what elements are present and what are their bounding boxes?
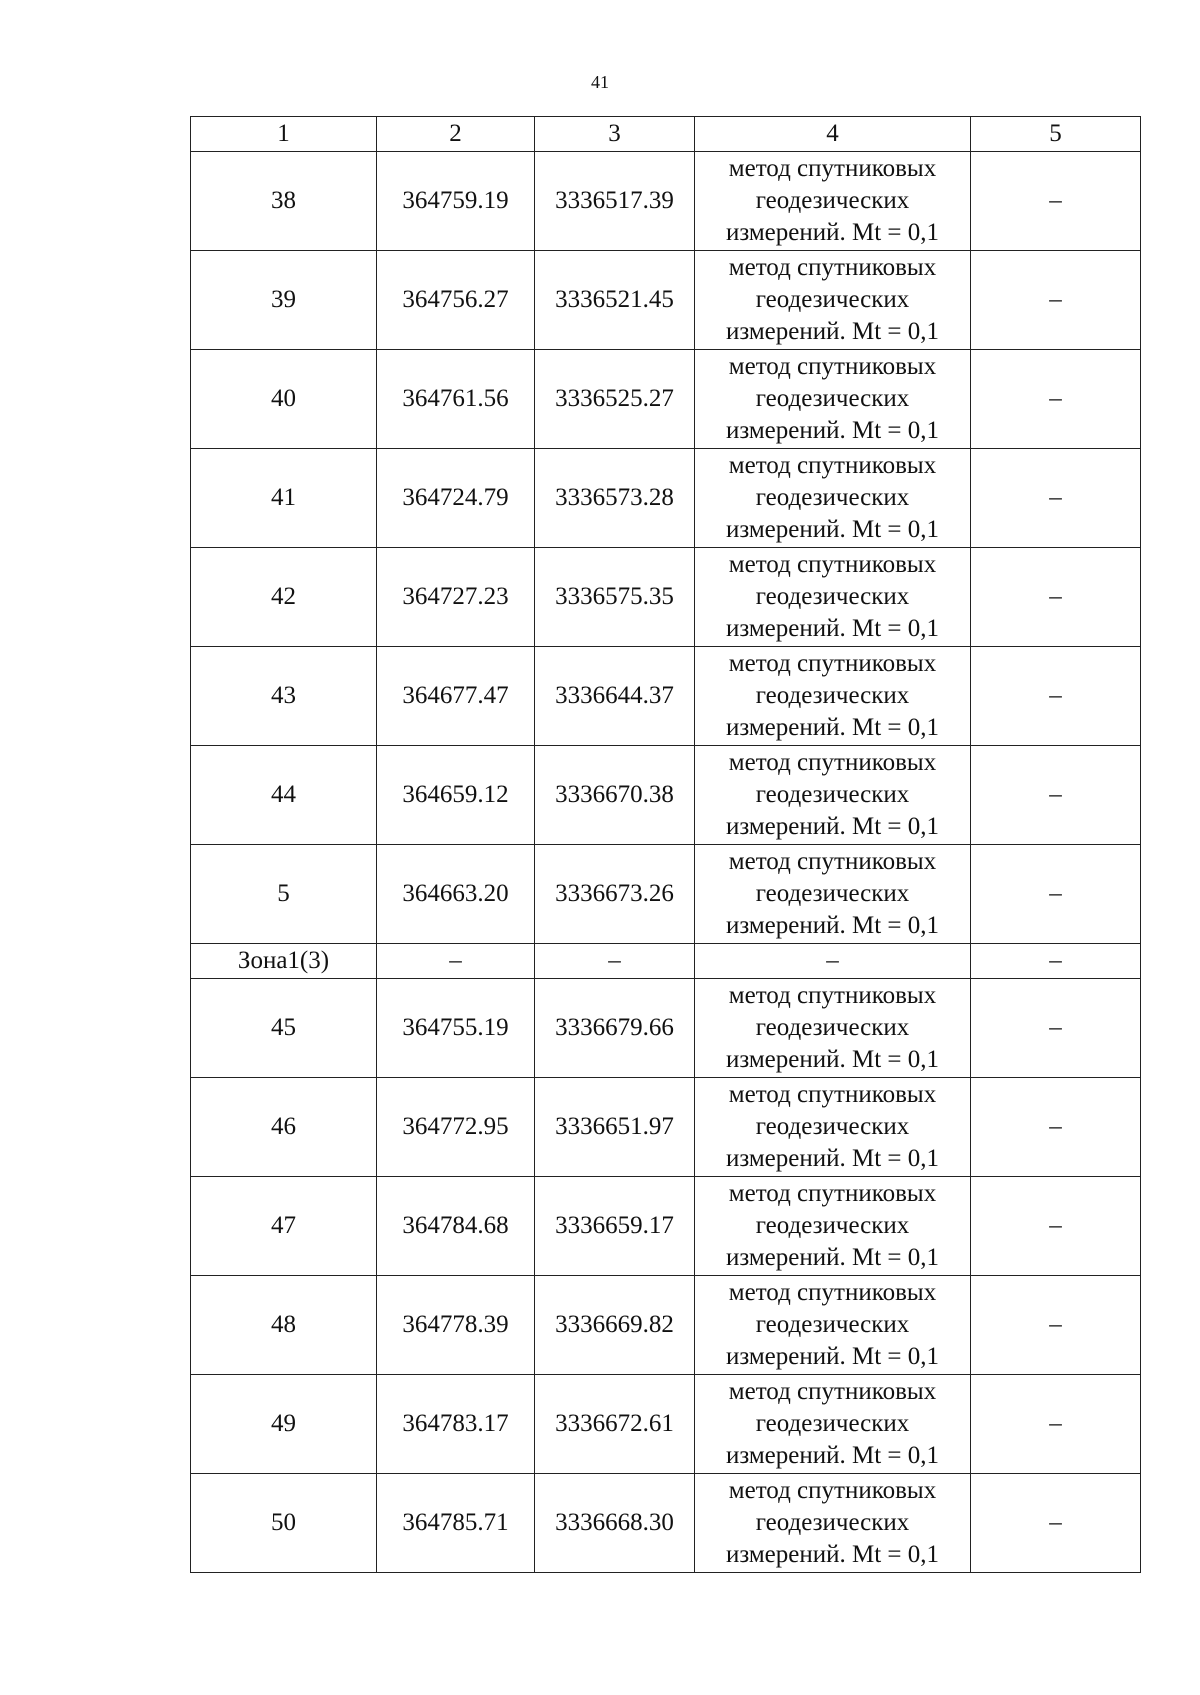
method-text-line: измерений. Mt = 0,1 [725, 1343, 940, 1370]
y-coordinate-cell: 3336644.37 [535, 647, 695, 746]
method-text-line: метод спутниковых [728, 254, 937, 281]
note-cell: – [971, 1375, 1141, 1474]
y-coordinate-cell: 3336668.30 [535, 1474, 695, 1573]
y-coordinate-cell: 3336575.35 [535, 548, 695, 647]
zone-cell: – [535, 944, 695, 979]
method-text-line: метод спутниковых [728, 1081, 937, 1108]
table-row [191, 1177, 1141, 1276]
coordinates-table [190, 116, 1141, 1573]
method-text-line: метод спутниковых [728, 155, 937, 182]
point-number-cell: 50 [191, 1474, 377, 1573]
point-number-cell: 48 [191, 1276, 377, 1375]
method-text-line: метод спутниковых [728, 1378, 937, 1405]
table-row [191, 1276, 1141, 1375]
table-row [191, 548, 1141, 647]
method-text-line: метод спутниковых [728, 1279, 937, 1306]
method-text-line: геодезических [755, 1113, 910, 1140]
table-row [191, 449, 1141, 548]
note-cell: – [971, 152, 1141, 251]
method-text-line: измерений. Mt = 0,1 [725, 1145, 940, 1172]
y-coordinate-cell: 3336651.97 [535, 1078, 695, 1177]
x-coordinate-cell: 364659.12 [377, 746, 535, 845]
y-coordinate-cell: 3336669.82 [535, 1276, 695, 1375]
method-text-line: метод спутниковых [728, 1477, 937, 1504]
method-cell [695, 1177, 971, 1276]
method-text-line: геодезических [755, 583, 910, 610]
table-row [191, 251, 1141, 350]
method-text-line: измерений. Mt = 0,1 [725, 1541, 940, 1568]
y-coordinate-cell: 3336517.39 [535, 152, 695, 251]
note-cell: – [971, 350, 1141, 449]
method-text-line: геодезических [755, 1311, 910, 1338]
zone-row [191, 944, 1141, 979]
method-text-line: геодезических [755, 286, 910, 313]
y-coordinate-cell: 3336525.27 [535, 350, 695, 449]
method-cell [695, 746, 971, 845]
point-number-cell: 46 [191, 1078, 377, 1177]
method-text-line: геодезических [755, 682, 910, 709]
x-coordinate-cell: 364759.19 [377, 152, 535, 251]
y-coordinate-cell: 3336670.38 [535, 746, 695, 845]
table-header-row [191, 117, 1141, 152]
method-text-line: геодезических [755, 1014, 910, 1041]
method-text-line: геодезических [755, 1410, 910, 1437]
point-number-cell: 49 [191, 1375, 377, 1474]
table-row [191, 1474, 1141, 1573]
method-text-line: геодезических [755, 1509, 910, 1536]
table-row [191, 152, 1141, 251]
method-text-line: измерений. Mt = 0,1 [725, 1046, 940, 1073]
x-coordinate-cell: 364663.20 [377, 845, 535, 944]
y-coordinate-cell: 3336521.45 [535, 251, 695, 350]
x-coordinate-cell: 364783.17 [377, 1375, 535, 1474]
method-cell [695, 152, 971, 251]
method-text-line: измерений. Mt = 0,1 [725, 417, 940, 444]
method-text-line: измерений. Mt = 0,1 [725, 813, 940, 840]
method-text-line: метод спутниковых [728, 452, 937, 479]
column-header-2: 2 [377, 117, 535, 152]
table-row [191, 647, 1141, 746]
y-coordinate-cell: 3336679.66 [535, 979, 695, 1078]
method-text-line: геодезических [755, 781, 910, 808]
point-number-cell: 40 [191, 350, 377, 449]
x-coordinate-cell: 364755.19 [377, 979, 535, 1078]
method-cell [695, 350, 971, 449]
method-cell [695, 449, 971, 548]
method-text-line: измерений. Mt = 0,1 [725, 516, 940, 543]
x-coordinate-cell: 364677.47 [377, 647, 535, 746]
y-coordinate-cell: 3336573.28 [535, 449, 695, 548]
method-text-line: метод спутниковых [728, 749, 937, 776]
method-text-line: геодезических [755, 880, 910, 907]
x-coordinate-cell: 364761.56 [377, 350, 535, 449]
y-coordinate-cell: 3336672.61 [535, 1375, 695, 1474]
note-cell: – [971, 449, 1141, 548]
method-cell [695, 1375, 971, 1474]
method-text-line: метод спутниковых [728, 650, 937, 677]
table-row [191, 979, 1141, 1078]
method-text-line: метод спутниковых [728, 848, 937, 875]
point-number-cell: 43 [191, 647, 377, 746]
zone-cell: – [377, 944, 535, 979]
x-coordinate-cell: 364784.68 [377, 1177, 535, 1276]
table-row [191, 1375, 1141, 1474]
column-header-5: 5 [971, 117, 1141, 152]
method-cell [695, 1474, 971, 1573]
column-header-4: 4 [695, 117, 971, 152]
y-coordinate-cell: 3336673.26 [535, 845, 695, 944]
note-cell: – [971, 1078, 1141, 1177]
y-coordinate-cell: 3336659.17 [535, 1177, 695, 1276]
method-text-line: измерений. Mt = 0,1 [725, 318, 940, 345]
x-coordinate-cell: 364778.39 [377, 1276, 535, 1375]
x-coordinate-cell: 364785.71 [377, 1474, 535, 1573]
method-text-line: измерений. Mt = 0,1 [725, 219, 940, 246]
method-text-line: измерений. Mt = 0,1 [725, 912, 940, 939]
table-row [191, 1078, 1141, 1177]
note-cell: – [971, 845, 1141, 944]
note-cell: – [971, 1474, 1141, 1573]
method-text-line: геодезических [755, 1212, 910, 1239]
point-number-cell: 42 [191, 548, 377, 647]
point-number-cell: 39 [191, 251, 377, 350]
method-text-line: измерений. Mt = 0,1 [725, 1244, 940, 1271]
note-cell: – [971, 1276, 1141, 1375]
x-coordinate-cell: 364724.79 [377, 449, 535, 548]
table-row [191, 845, 1141, 944]
method-cell [695, 845, 971, 944]
note-cell: – [971, 1177, 1141, 1276]
point-number-cell: 45 [191, 979, 377, 1078]
point-number-cell: 47 [191, 1177, 377, 1276]
page-number: 41 [591, 72, 609, 92]
note-cell: – [971, 251, 1141, 350]
table-row [191, 350, 1141, 449]
method-text-line: геодезических [755, 385, 910, 412]
method-text-line: геодезических [755, 484, 910, 511]
method-cell [695, 251, 971, 350]
note-cell: – [971, 746, 1141, 845]
note-cell: – [971, 979, 1141, 1078]
note-cell: – [971, 647, 1141, 746]
x-coordinate-cell: 364756.27 [377, 251, 535, 350]
zone-cell: – [971, 944, 1141, 979]
note-cell: – [971, 548, 1141, 647]
method-text-line: метод спутниковых [728, 1180, 937, 1207]
point-number-cell: 5 [191, 845, 377, 944]
table-body [191, 117, 1141, 1573]
point-number-cell: 41 [191, 449, 377, 548]
method-text-line: измерений. Mt = 0,1 [725, 1442, 940, 1469]
zone-cell: Зона1(3) [191, 944, 377, 979]
method-cell [695, 1276, 971, 1375]
table-row [191, 746, 1141, 845]
x-coordinate-cell: 364727.23 [377, 548, 535, 647]
point-number-cell: 44 [191, 746, 377, 845]
column-header-3: 3 [535, 117, 695, 152]
method-text-line: измерений. Mt = 0,1 [725, 615, 940, 642]
method-text-line: метод спутниковых [728, 982, 937, 1009]
method-cell [695, 979, 971, 1078]
column-header-1: 1 [191, 117, 377, 152]
method-text-line: метод спутниковых [728, 353, 937, 380]
method-text-line: измерений. Mt = 0,1 [725, 714, 940, 741]
method-text-line: геодезических [755, 187, 910, 214]
method-cell [695, 647, 971, 746]
x-coordinate-cell: 364772.95 [377, 1078, 535, 1177]
zone-cell: – [695, 944, 971, 979]
point-number-cell: 38 [191, 152, 377, 251]
method-cell [695, 548, 971, 647]
method-text-line: метод спутниковых [728, 551, 937, 578]
method-cell [695, 1078, 971, 1177]
